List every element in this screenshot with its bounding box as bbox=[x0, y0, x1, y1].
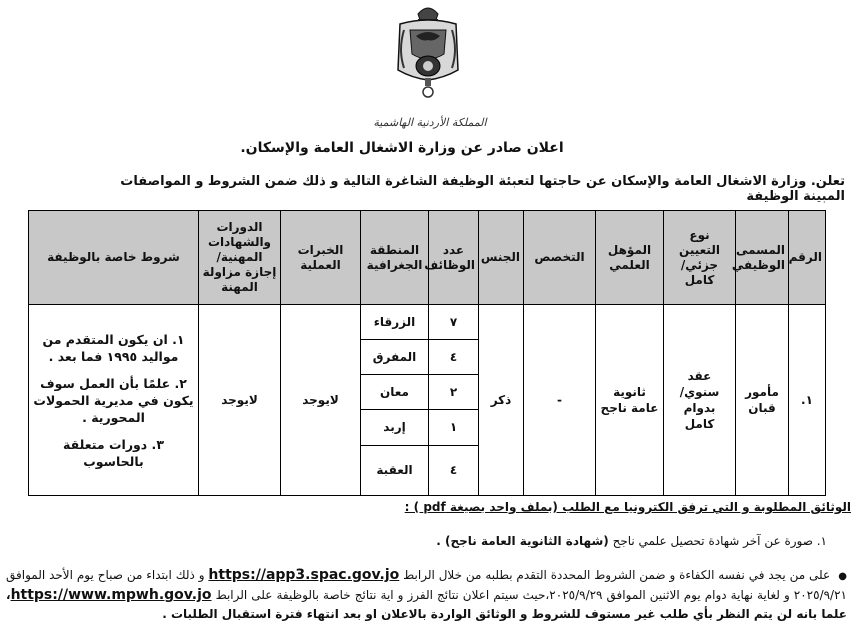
cell-job-title: مأمور قبان bbox=[736, 305, 789, 496]
apply-text-2: و ذلك ابتداء من صباح يوم الأحد الموافق ٢٠٢٥/٩/٢١ و لغاية نهاية دوام يوم الاثنين الموافق ٢٠٢٥/٩/٢٩،حيث سيتم اعلان نتائج الفرز و اية نتائج خاصة بالوظيفة على الرابط bbox=[6, 568, 847, 602]
cell-conditions bbox=[29, 305, 199, 496]
cell-number: ١. bbox=[789, 305, 826, 496]
cell-job-count: ٧ bbox=[429, 305, 479, 340]
announcement-title: اعلان صادر عن وزارة الاشغال العامة والإسكان. bbox=[240, 140, 564, 156]
header-specialization: التخصص bbox=[524, 211, 596, 305]
jordan-coat-of-arms-icon bbox=[388, 0, 468, 104]
cell-gender: ذكر bbox=[479, 305, 524, 496]
cell-region: المفرق bbox=[361, 340, 429, 375]
header-number: الرقم bbox=[789, 211, 826, 305]
condition-item: ٢. علمًا بأن العمل سوف يكون في مديرية الحمولات المحورية . bbox=[33, 375, 194, 425]
cell-specialization: - bbox=[524, 305, 596, 496]
cell-job-count: ٢ bbox=[429, 375, 479, 410]
cell-job-count: ١ bbox=[429, 410, 479, 445]
cell-qualification: ثانوية عامة ناجح bbox=[596, 305, 664, 496]
document-item-emphasis: (شهادة الثانوية العامة ناجح) . bbox=[436, 534, 609, 548]
cell-region: الزرقاء bbox=[361, 305, 429, 340]
spac-link[interactable]: https://app3.spac.gov.jo bbox=[208, 567, 400, 583]
apply-text-1: على من يجد في نفسه الكفاءة و ضمن الشروط المحددة التقدم بطلبه من خلال الرابط bbox=[403, 568, 831, 582]
cell-courses: لايوجد bbox=[199, 305, 281, 496]
application-instructions bbox=[6, 566, 847, 624]
cell-job-count: ٤ bbox=[429, 445, 479, 495]
header-region: المنطقة الجغرافية bbox=[361, 211, 429, 305]
table-row bbox=[29, 305, 826, 340]
table-header-row bbox=[29, 211, 826, 305]
header-gender: الجنس bbox=[479, 211, 524, 305]
document-item-text: ١. صورة عن آخر شهادة تحصيل علمي ناجح bbox=[612, 534, 827, 548]
header-qualification: المؤهل العلمي bbox=[596, 211, 664, 305]
vacancy-table bbox=[28, 210, 826, 496]
bullet-icon: ● bbox=[838, 571, 847, 582]
apply-text-3: ، علما بانه لن يتم النظر بأي طلب غير مستوف للشروط و الوثائق الواردة بالاعلان او بعد انتهاء فترة استقبال الطلبات . bbox=[6, 588, 847, 621]
required-document-item bbox=[436, 534, 827, 548]
cell-job-count: ٤ bbox=[429, 340, 479, 375]
header-experience: الخبرات العملية bbox=[281, 211, 361, 305]
condition-item: ١. ان يكون المتقدم من مواليد ١٩٩٥ فما بعد . bbox=[42, 331, 185, 364]
cell-region: معان bbox=[361, 375, 429, 410]
mpwh-link[interactable]: https://www.mpwh.gov.jo bbox=[10, 587, 212, 603]
header-job-count: عدد الوظائف bbox=[429, 211, 479, 305]
header-appointment-type: نوع التعيين جزئي/كامل bbox=[664, 211, 736, 305]
cell-appointment-type: عقد سنوي/بدوام كامل bbox=[664, 305, 736, 496]
required-documents-heading: الوثائق المطلوبة و التي ترفق الكترونيا مع الطلب (بملف واحد بصيغة pdf ) : bbox=[404, 500, 851, 514]
cell-experience: لايوجد bbox=[281, 305, 361, 496]
cell-region: العقبة bbox=[361, 445, 429, 495]
kingdom-name-script: المملكة الأردنية الهاشمية bbox=[373, 116, 487, 129]
condition-item: ٣. دورات متعلقة بالحاسوب bbox=[63, 436, 164, 469]
cell-region: إربد bbox=[361, 410, 429, 445]
header-courses: الدورات والشهادات المهنية/إجازة مزاولة المهنة bbox=[199, 211, 281, 305]
header-conditions: شروط خاصة بالوظيفة bbox=[29, 211, 199, 305]
announcement-intro: تعلن. وزارة الاشغال العامة والإسكان عن حاجتها لتعبئة الوظيفة الشاغرة التالية و ذلك ضمن الشروط و المواصفات المبينة الوظيفة bbox=[120, 174, 845, 204]
header-job-title: المسمى الوظيفي bbox=[736, 211, 789, 305]
